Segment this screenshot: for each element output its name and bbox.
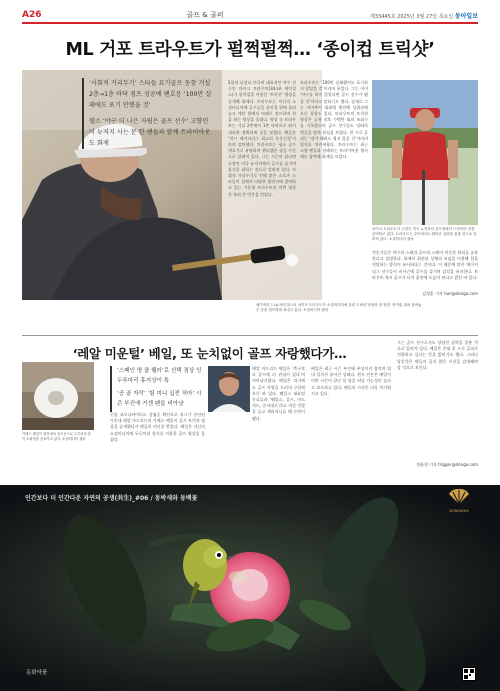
bale-trickshot-photo <box>22 362 94 430</box>
page-header <box>22 8 478 24</box>
bale-portrait-photo <box>208 366 250 412</box>
ad-title: 인간보다 더 인간다운 자연의 공생(共生)_#06 / 동박새와 동백꽃 <box>25 495 198 502</box>
page-number: A26 <box>22 10 42 20</box>
ad-illustration <box>0 485 500 691</box>
ad-logo-text: DONGWHA <box>449 509 469 513</box>
subhead-2: 웹소 ‘야구 더 나은 자립은 골프 선수’ 고향인 미 뉴저지 사는 분 한 팬들과 함께 트라이아웃도 화제 <box>89 118 211 147</box>
article2-subheads <box>110 366 205 412</box>
subhead-1: ‘스페인 명 클 웰러’로 선택 점상 잉 두루마리 휴지상이 톡 <box>117 368 202 384</box>
article-body-col3: 전문가들은 야구의 스윙과 골프의 스윙이 비슷한 원리를 공유한다고 설명한다. 하체의 회전과 상체의 꼬임을 이용해 힘을 전달하는 방식이 유사하다는 것이다. 이 때문에 많은 메이저리그 선수들이 비시즌에 골프를 즐기며 감각을 유지한다. 트라우트 역시 골프가 타격 훈련에 도움이 된다고 밝힌 바 있다. <box>372 250 478 280</box>
trout-golf-photo <box>372 80 478 225</box>
article2-body-col1: 신종 코로나바이러스 감염증 확산으로 리그가 중단된 가운데 레알 마드리드의 가레스 베일이 골프 트릭샷 영상을 공개했다가 팬들의 비난을 받았다. 베일은 자신의 소셜미디어에 두루마리 휴지를 이용한 골프 영상을 올렸다. <box>110 412 205 442</box>
article2-headline: ‘레알 미운털’ 베일, 또 눈치없이 골프 자랑했다가… <box>72 346 347 361</box>
photo2-caption: 마이크 트라우트가 고향인 미국 뉴저지의 골프장에서 드라이버 샷을 준비하고 있다. 트라우트는 골프에서도 뛰어난 실력을 갖춘 것으로 알려져 있다. 소셜미디어 캡처 <box>372 227 477 242</box>
article-headline: ML 거포 트라우트가 펄쩍펄쩍… ‘종이컵 트릭샷’ <box>65 40 435 60</box>
photo3-caption: 가레스 베일이 집안에서 골프공으로 두루마리 휴지 트릭샷을 선보이고 있다. 소셜미디어 캡처 <box>22 432 91 441</box>
article-divider <box>22 335 478 336</box>
article2-body-col4: 그는 골프 선수로서도 상당한 실력을 갖춘 것으로 알려져 있다. 베일은 은퇴 후 프로 골퍼로 전향하고 싶다는 뜻을 밝히기도 했다. 그러나 당분간은 팬들의 곱지 않은 시선을 감내해야 할 것으로 보인다. <box>397 340 478 370</box>
subhead-1: ‘사회적 거리두기’ 스타들 묘기골프 동참 거실 2층→1층 바닥 점프 성공에 팬호응 ‘100만 실패에도 포기 안했을 것’ <box>89 80 212 109</box>
article2-body-col3: 베일은 최근 시즌 부진에 부상까지 겹치며 팀 내 입지가 좁아진 상태다. 현지 언론은 베일이 이번 시즌이 끝난 뒤 팀을 떠날 가능성이 높다고 보도하고 있다. 팬들의 시선은 더욱 차가워지고 있다. <box>311 366 391 396</box>
article-body-col1: 2할의 나선다 미국의 대표적인 야구 선수인 마이크 트라우트(34·LA 에인절스)가 종이컵을 이용한 ‘트릭샷’ 영상을 공개해 화제다. 트라우트는 자신의 소셜미디어에 골프공을 종이컵 위에 올려놓고 계단 위에서 아래로 점프하며 샷을 하는 영상을 올렸다. 영상 속 트라우트는 거실 2층에서 1층 바닥으로 뛰어내리며 정확하게 공을 맞혔다. 팬들은 ‘역시 메이저리그 최고의 운동신경’이라며 감탄했다. 트라우트는 평소 골프 애호가로 유명하며 핸디캡은 싱글 수준으로 알려져 있다. 그는 시즌이 끝나면 고향인 미국 뉴저지에서 골프를 즐기며 휴식을 취하는 것으로 알려져 있다. 사회적 거리두기로 인해 많은 스포츠 스타들이 집에서 다양한 챌린지에 참여하고 있는 가운데 트라우트의 이번 영상은 특히 큰 반응을 얻었다. <box>228 80 296 197</box>
subhead-2: ‘공 골 자작’ ‘팀 미니 십전 처마’ 시즌 부진에 거센 팬들 비아냥 <box>117 391 202 407</box>
photo1-caption: 메이저리그 LA 에인절스의 마이크 트라우트가 소셜미디어에 올린 트릭샷 영상의 한 장면. 종이컵 위에 올려놓은 공을 점프하며 쳐내고 있다. 소셜미디어 캡처 <box>256 303 422 313</box>
article2-body-col2: 레알 마드리드 팬들은 ‘축구보다 골프에 더 관심이 있다’며 비아냥거렸다. 베일은 과거에도 골프 사랑을 드러내 구설에 오른 바 있다. 웨일스 대표팀 동료들과 ‘웨일스, 골프, 마드리드, 순서대로’라고 적힌 깃발을 들고 세리머니를 해 논란이 됐다. <box>252 366 305 421</box>
fan-logo-icon <box>448 489 470 505</box>
article-subheads <box>82 78 214 154</box>
article-body-col2: 트라우트는 ‘100번 실패했어도 포기하지 않았을 것’이라며 웃었다. 그는 이어 ‘야구를 하지 않았다면 골프 선수가 됐을 것’이라고 말하기도 했다. 실제로 그는 아마추어 대회에 출전해 상위권에 오른 경험도 있다. 트라우트의 트릭샷 영상은 공개 직후 수백만 회의 조회수를 기록했으며 골프 선수들도 잇따라 댓글을 달며 관심을 보였다. 한 프로 골퍼는 ‘내가 해봐도 쉽지 않을 것’이라며 엄지를 치켜세웠다. 트라우트는 최근 고향 팬들과 함께하는 트라이아웃 행사에도 참여해 화제를 모았다. <box>300 80 368 160</box>
article2-body-col2b <box>208 414 250 458</box>
issue-meta: 제33445호 2025년 3월 27일 목요일 동아일보 <box>370 12 478 20</box>
ad-logo <box>442 489 476 513</box>
masthead-brand: 동아일보 <box>454 12 478 20</box>
article1-byline: 김정훈 기자 hun@donga.com <box>422 291 478 296</box>
ad-brand: 동화약품 <box>26 670 48 676</box>
section-title: 골프 & 골퍼 <box>186 11 224 19</box>
advertisement <box>0 485 500 691</box>
article2-byline: 정윤철 기자 trigger@donga.com <box>416 462 478 467</box>
qr-code-icon <box>462 667 476 681</box>
